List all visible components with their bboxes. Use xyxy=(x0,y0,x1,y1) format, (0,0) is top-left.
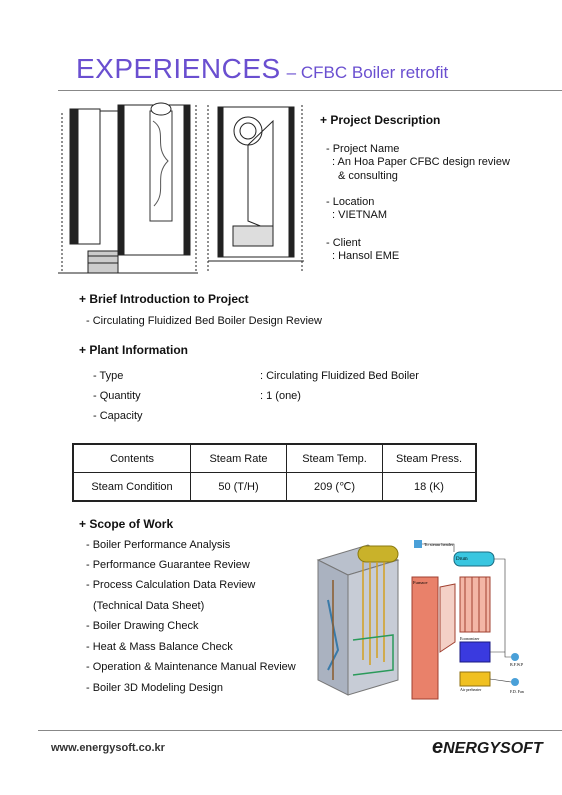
table-cell: Steam Condition xyxy=(73,473,191,502)
table-cell: 18 (K) xyxy=(383,473,477,502)
project-name-value-cont: & consulting xyxy=(338,170,398,182)
capacity-label: - Capacity xyxy=(93,410,143,422)
project-name-label: - Project Name xyxy=(326,143,400,155)
table-header-cell: Contents xyxy=(73,444,191,473)
fd-fan-label: F.D. Fan xyxy=(510,689,524,694)
footer-url[interactable]: www.energysoft.co.kr xyxy=(51,742,165,754)
quantity-label: - Quantity xyxy=(93,390,141,402)
location-label: - Location xyxy=(326,196,375,208)
title-sub: – CFBC Boiler retrofit xyxy=(286,63,449,82)
scope-item: - Heat & Mass Balance Check xyxy=(86,641,233,653)
location-value: : VIETNAM xyxy=(332,209,388,221)
table-cell: 209 (℃) xyxy=(287,473,383,502)
client-value: : Hansol EME xyxy=(332,250,400,262)
project-name-value: : An Hoa Paper CFBC design review xyxy=(332,156,510,168)
to-steam-header-label: To steam header xyxy=(424,542,454,547)
steam-condition-table xyxy=(72,443,477,502)
scope-item: - Boiler Performance Analysis xyxy=(86,539,231,551)
table-header-cell: Steam Temp. xyxy=(287,444,383,473)
table-header-row xyxy=(73,444,476,473)
table-row xyxy=(73,473,476,502)
brief-intro-text: - Circulating Fluidized Bed Boiler Design Review xyxy=(86,315,322,327)
scope-item: - Operation & Maintenance Manual Review xyxy=(86,661,296,673)
air-preheater-label: Air preheater xyxy=(460,687,482,692)
boiler-drawings-image xyxy=(58,101,308,279)
energysoft-logo xyxy=(432,736,543,759)
economizer-label: Economizer xyxy=(460,636,480,641)
quantity-value: : 1 (one) xyxy=(260,390,301,402)
plant-info-heading: + Plant Information xyxy=(79,343,189,357)
title-main: EXPERIENCES xyxy=(76,53,281,84)
scope-item: (Technical Data Sheet) xyxy=(93,600,205,612)
top-divider xyxy=(58,90,562,91)
scope-item: - Boiler Drawing Check xyxy=(86,620,199,632)
project-description-heading: + Project Description xyxy=(320,113,441,127)
type-label: - Type xyxy=(93,370,124,382)
bfwp-label: B.F.W.P xyxy=(510,662,524,667)
page-title xyxy=(76,53,448,85)
furnace-label: Furnace xyxy=(413,580,428,585)
type-value: : Circulating Fluidized Bed Boiler xyxy=(260,370,419,382)
scope-item: - Performance Guarantee Review xyxy=(86,559,250,571)
logo-e: e xyxy=(432,736,444,758)
scope-heading: + Scope of Work xyxy=(79,517,174,531)
client-label: - Client xyxy=(326,237,361,249)
table-cell: 50 (T/H) xyxy=(191,473,287,502)
brief-intro-heading: + Brief Introduction to Project xyxy=(79,292,249,306)
logo-text: NERGYSOFT xyxy=(443,740,543,757)
table-header-cell: Steam Rate xyxy=(191,444,287,473)
boiler-3d-model-image xyxy=(308,540,410,700)
scope-item: - Boiler 3D Modeling Design xyxy=(86,682,223,694)
table-header-cell: Steam Press. xyxy=(383,444,477,473)
boiler-flow-diagram xyxy=(410,532,552,700)
scope-item: - Process Calculation Data Review xyxy=(86,579,256,591)
drum-label: Drum xyxy=(456,557,468,562)
bottom-divider xyxy=(38,730,562,731)
